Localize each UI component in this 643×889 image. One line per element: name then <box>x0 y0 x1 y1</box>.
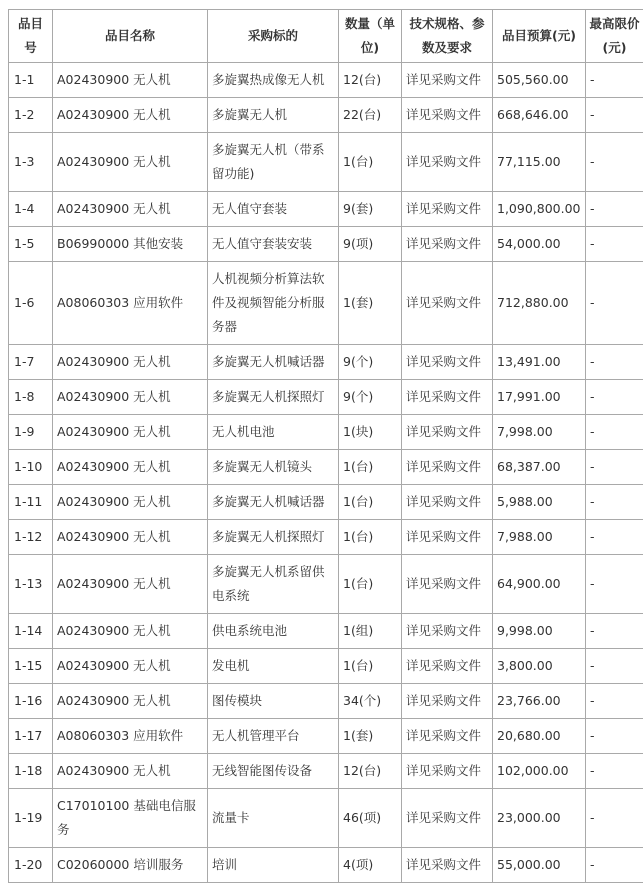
header-quantity: 数量（单位) <box>339 10 402 63</box>
header-item-no: 品目号 <box>9 10 53 63</box>
cell-max-price: - <box>586 485 643 520</box>
cell-subject: 多旋翼无人机喊话器 <box>208 345 339 380</box>
cell-spec: 详见采购文件 <box>402 614 493 649</box>
cell-budget: 68,387.00 <box>493 450 586 485</box>
cell-subject: 供电系统电池 <box>208 614 339 649</box>
table-row <box>9 63 643 98</box>
cell-item-no: 1-1 <box>9 63 53 98</box>
cell-subject: 流量卡 <box>208 789 339 848</box>
cell-item-name: A02430900 无人机 <box>53 754 208 789</box>
cell-budget: 102,000.00 <box>493 754 586 789</box>
cell-max-price: - <box>586 649 643 684</box>
table-row <box>9 649 643 684</box>
cell-budget: 668,646.00 <box>493 98 586 133</box>
cell-spec: 详见采购文件 <box>402 450 493 485</box>
header-budget: 品目预算(元) <box>493 10 586 63</box>
table-row <box>9 133 643 192</box>
header-max-price: 最高限价(元) <box>586 10 643 63</box>
cell-item-name: A02430900 无人机 <box>53 684 208 719</box>
table-row <box>9 614 643 649</box>
cell-item-no: 1-12 <box>9 520 53 555</box>
cell-quantity: 12(台) <box>339 754 402 789</box>
cell-item-no: 1-7 <box>9 345 53 380</box>
cell-max-price: - <box>586 380 643 415</box>
cell-max-price: - <box>586 684 643 719</box>
cell-budget: 1,090,800.00 <box>493 192 586 227</box>
cell-quantity: 9(套) <box>339 192 402 227</box>
cell-spec: 详见采购文件 <box>402 227 493 262</box>
cell-budget: 64,900.00 <box>493 555 586 614</box>
cell-spec: 详见采购文件 <box>402 380 493 415</box>
cell-quantity: 1(套) <box>339 719 402 754</box>
cell-max-price: - <box>586 227 643 262</box>
cell-item-name: A02430900 无人机 <box>53 555 208 614</box>
cell-max-price: - <box>586 63 643 98</box>
cell-item-no: 1-2 <box>9 98 53 133</box>
cell-item-no: 1-19 <box>9 789 53 848</box>
cell-budget: 54,000.00 <box>493 227 586 262</box>
cell-item-no: 1-13 <box>9 555 53 614</box>
cell-quantity: 9(个) <box>339 345 402 380</box>
cell-subject: 无人值守套装安装 <box>208 227 339 262</box>
cell-quantity: 1(台) <box>339 555 402 614</box>
cell-subject: 无人值守套装 <box>208 192 339 227</box>
cell-item-no: 1-10 <box>9 450 53 485</box>
cell-quantity: 9(个) <box>339 380 402 415</box>
cell-max-price: - <box>586 789 643 848</box>
table-row <box>9 520 643 555</box>
cell-budget: 5,988.00 <box>493 485 586 520</box>
cell-item-name: A02430900 无人机 <box>53 63 208 98</box>
cell-budget: 505,560.00 <box>493 63 586 98</box>
cell-max-price: - <box>586 133 643 192</box>
table-row <box>9 415 643 450</box>
cell-max-price: - <box>586 450 643 485</box>
table-row <box>9 450 643 485</box>
cell-quantity: 1(台) <box>339 520 402 555</box>
cell-max-price: - <box>586 192 643 227</box>
cell-item-no: 1-16 <box>9 684 53 719</box>
cell-item-name: A02430900 无人机 <box>53 485 208 520</box>
table-row <box>9 262 643 345</box>
cell-quantity: 1(套) <box>339 262 402 345</box>
cell-spec: 详见采购文件 <box>402 192 493 227</box>
cell-subject: 多旋翼无人机探照灯 <box>208 520 339 555</box>
cell-spec: 详见采购文件 <box>402 684 493 719</box>
cell-budget: 17,991.00 <box>493 380 586 415</box>
cell-subject: 培训 <box>208 848 339 883</box>
cell-subject: 发电机 <box>208 649 339 684</box>
cell-budget: 3,800.00 <box>493 649 586 684</box>
cell-budget: 9,998.00 <box>493 614 586 649</box>
cell-item-name: A08060303 应用软件 <box>53 262 208 345</box>
cell-budget: 55,000.00 <box>493 848 586 883</box>
cell-item-no: 1-11 <box>9 485 53 520</box>
cell-item-name: B06990000 其他安装 <box>53 227 208 262</box>
cell-subject: 多旋翼热成像无人机 <box>208 63 339 98</box>
cell-item-no: 1-17 <box>9 719 53 754</box>
cell-item-no: 1-9 <box>9 415 53 450</box>
cell-quantity: 46(项) <box>339 789 402 848</box>
cell-item-name: A02430900 无人机 <box>53 649 208 684</box>
cell-quantity: 34(个) <box>339 684 402 719</box>
cell-spec: 详见采购文件 <box>402 415 493 450</box>
cell-max-price: - <box>586 614 643 649</box>
cell-spec: 详见采购文件 <box>402 98 493 133</box>
table-row <box>9 684 643 719</box>
table-row <box>9 789 643 848</box>
cell-item-no: 1-20 <box>9 848 53 883</box>
cell-spec: 详见采购文件 <box>402 754 493 789</box>
cell-spec: 详见采购文件 <box>402 555 493 614</box>
cell-item-name: A02430900 无人机 <box>53 520 208 555</box>
table-row <box>9 555 643 614</box>
cell-subject: 多旋翼无人机（带系留功能) <box>208 133 339 192</box>
cell-quantity: 1(台) <box>339 450 402 485</box>
cell-spec: 详见采购文件 <box>402 262 493 345</box>
cell-spec: 详见采购文件 <box>402 345 493 380</box>
cell-subject: 图传模块 <box>208 684 339 719</box>
cell-max-price: - <box>586 262 643 345</box>
cell-subject: 多旋翼无人机镜头 <box>208 450 339 485</box>
cell-item-no: 1-4 <box>9 192 53 227</box>
table-row <box>9 227 643 262</box>
cell-quantity: 22(台) <box>339 98 402 133</box>
cell-max-price: - <box>586 754 643 789</box>
cell-subject: 无人机管理平台 <box>208 719 339 754</box>
cell-item-name: A02430900 无人机 <box>53 345 208 380</box>
cell-item-no: 1-15 <box>9 649 53 684</box>
cell-max-price: - <box>586 345 643 380</box>
cell-max-price: - <box>586 555 643 614</box>
cell-quantity: 1(组) <box>339 614 402 649</box>
cell-spec: 详见采购文件 <box>402 719 493 754</box>
cell-quantity: 1(台) <box>339 485 402 520</box>
table-row <box>9 380 643 415</box>
cell-budget: 712,880.00 <box>493 262 586 345</box>
cell-budget: 77,115.00 <box>493 133 586 192</box>
cell-item-no: 1-6 <box>9 262 53 345</box>
cell-item-name: A02430900 无人机 <box>53 192 208 227</box>
cell-max-price: - <box>586 98 643 133</box>
header-subject: 采购标的 <box>208 10 339 63</box>
cell-subject: 多旋翼无人机喊话器 <box>208 485 339 520</box>
cell-max-price: - <box>586 415 643 450</box>
table-row <box>9 485 643 520</box>
cell-spec: 详见采购文件 <box>402 63 493 98</box>
cell-spec: 详见采购文件 <box>402 485 493 520</box>
cell-spec: 详见采购文件 <box>402 848 493 883</box>
cell-item-name: A02430900 无人机 <box>53 415 208 450</box>
cell-item-name: A08060303 应用软件 <box>53 719 208 754</box>
cell-spec: 详见采购文件 <box>402 520 493 555</box>
cell-max-price: - <box>586 520 643 555</box>
cell-subject: 多旋翼无人机 <box>208 98 339 133</box>
table-header-row <box>9 10 643 63</box>
cell-subject: 无线智能图传设备 <box>208 754 339 789</box>
cell-max-price: - <box>586 719 643 754</box>
cell-item-no: 1-8 <box>9 380 53 415</box>
cell-item-name: A02430900 无人机 <box>53 450 208 485</box>
cell-quantity: 4(项) <box>339 848 402 883</box>
cell-quantity: 1(台) <box>339 649 402 684</box>
cell-spec: 详见采购文件 <box>402 789 493 848</box>
cell-quantity: 1(块) <box>339 415 402 450</box>
cell-spec: 详见采购文件 <box>402 133 493 192</box>
cell-budget: 23,766.00 <box>493 684 586 719</box>
cell-spec: 详见采购文件 <box>402 649 493 684</box>
cell-item-no: 1-14 <box>9 614 53 649</box>
header-spec: 技术规格、参数及要求 <box>402 10 493 63</box>
cell-item-name: C02060000 培训服务 <box>53 848 208 883</box>
cell-item-name: A02430900 无人机 <box>53 380 208 415</box>
cell-item-name: A02430900 无人机 <box>53 98 208 133</box>
table-row <box>9 192 643 227</box>
header-item-name: 品目名称 <box>53 10 208 63</box>
cell-max-price: - <box>586 848 643 883</box>
cell-budget: 23,000.00 <box>493 789 586 848</box>
cell-item-name: A02430900 无人机 <box>53 133 208 192</box>
cell-quantity: 12(台) <box>339 63 402 98</box>
procurement-items-table <box>8 9 643 883</box>
cell-budget: 13,491.00 <box>493 345 586 380</box>
cell-subject: 人机视频分析算法软件及视频智能分析服务器 <box>208 262 339 345</box>
cell-item-name: C17010100 基础电信服务 <box>53 789 208 848</box>
cell-item-name: A02430900 无人机 <box>53 614 208 649</box>
cell-item-no: 1-3 <box>9 133 53 192</box>
cell-quantity: 1(台) <box>339 133 402 192</box>
table-row <box>9 719 643 754</box>
cell-subject: 多旋翼无人机探照灯 <box>208 380 339 415</box>
cell-item-no: 1-18 <box>9 754 53 789</box>
table-row <box>9 848 643 883</box>
cell-budget: 20,680.00 <box>493 719 586 754</box>
table-row <box>9 98 643 133</box>
cell-subject: 多旋翼无人机系留供电系统 <box>208 555 339 614</box>
cell-budget: 7,998.00 <box>493 415 586 450</box>
cell-subject: 无人机电池 <box>208 415 339 450</box>
cell-budget: 7,988.00 <box>493 520 586 555</box>
table-row <box>9 345 643 380</box>
cell-item-no: 1-5 <box>9 227 53 262</box>
table-row <box>9 754 643 789</box>
cell-quantity: 9(项) <box>339 227 402 262</box>
